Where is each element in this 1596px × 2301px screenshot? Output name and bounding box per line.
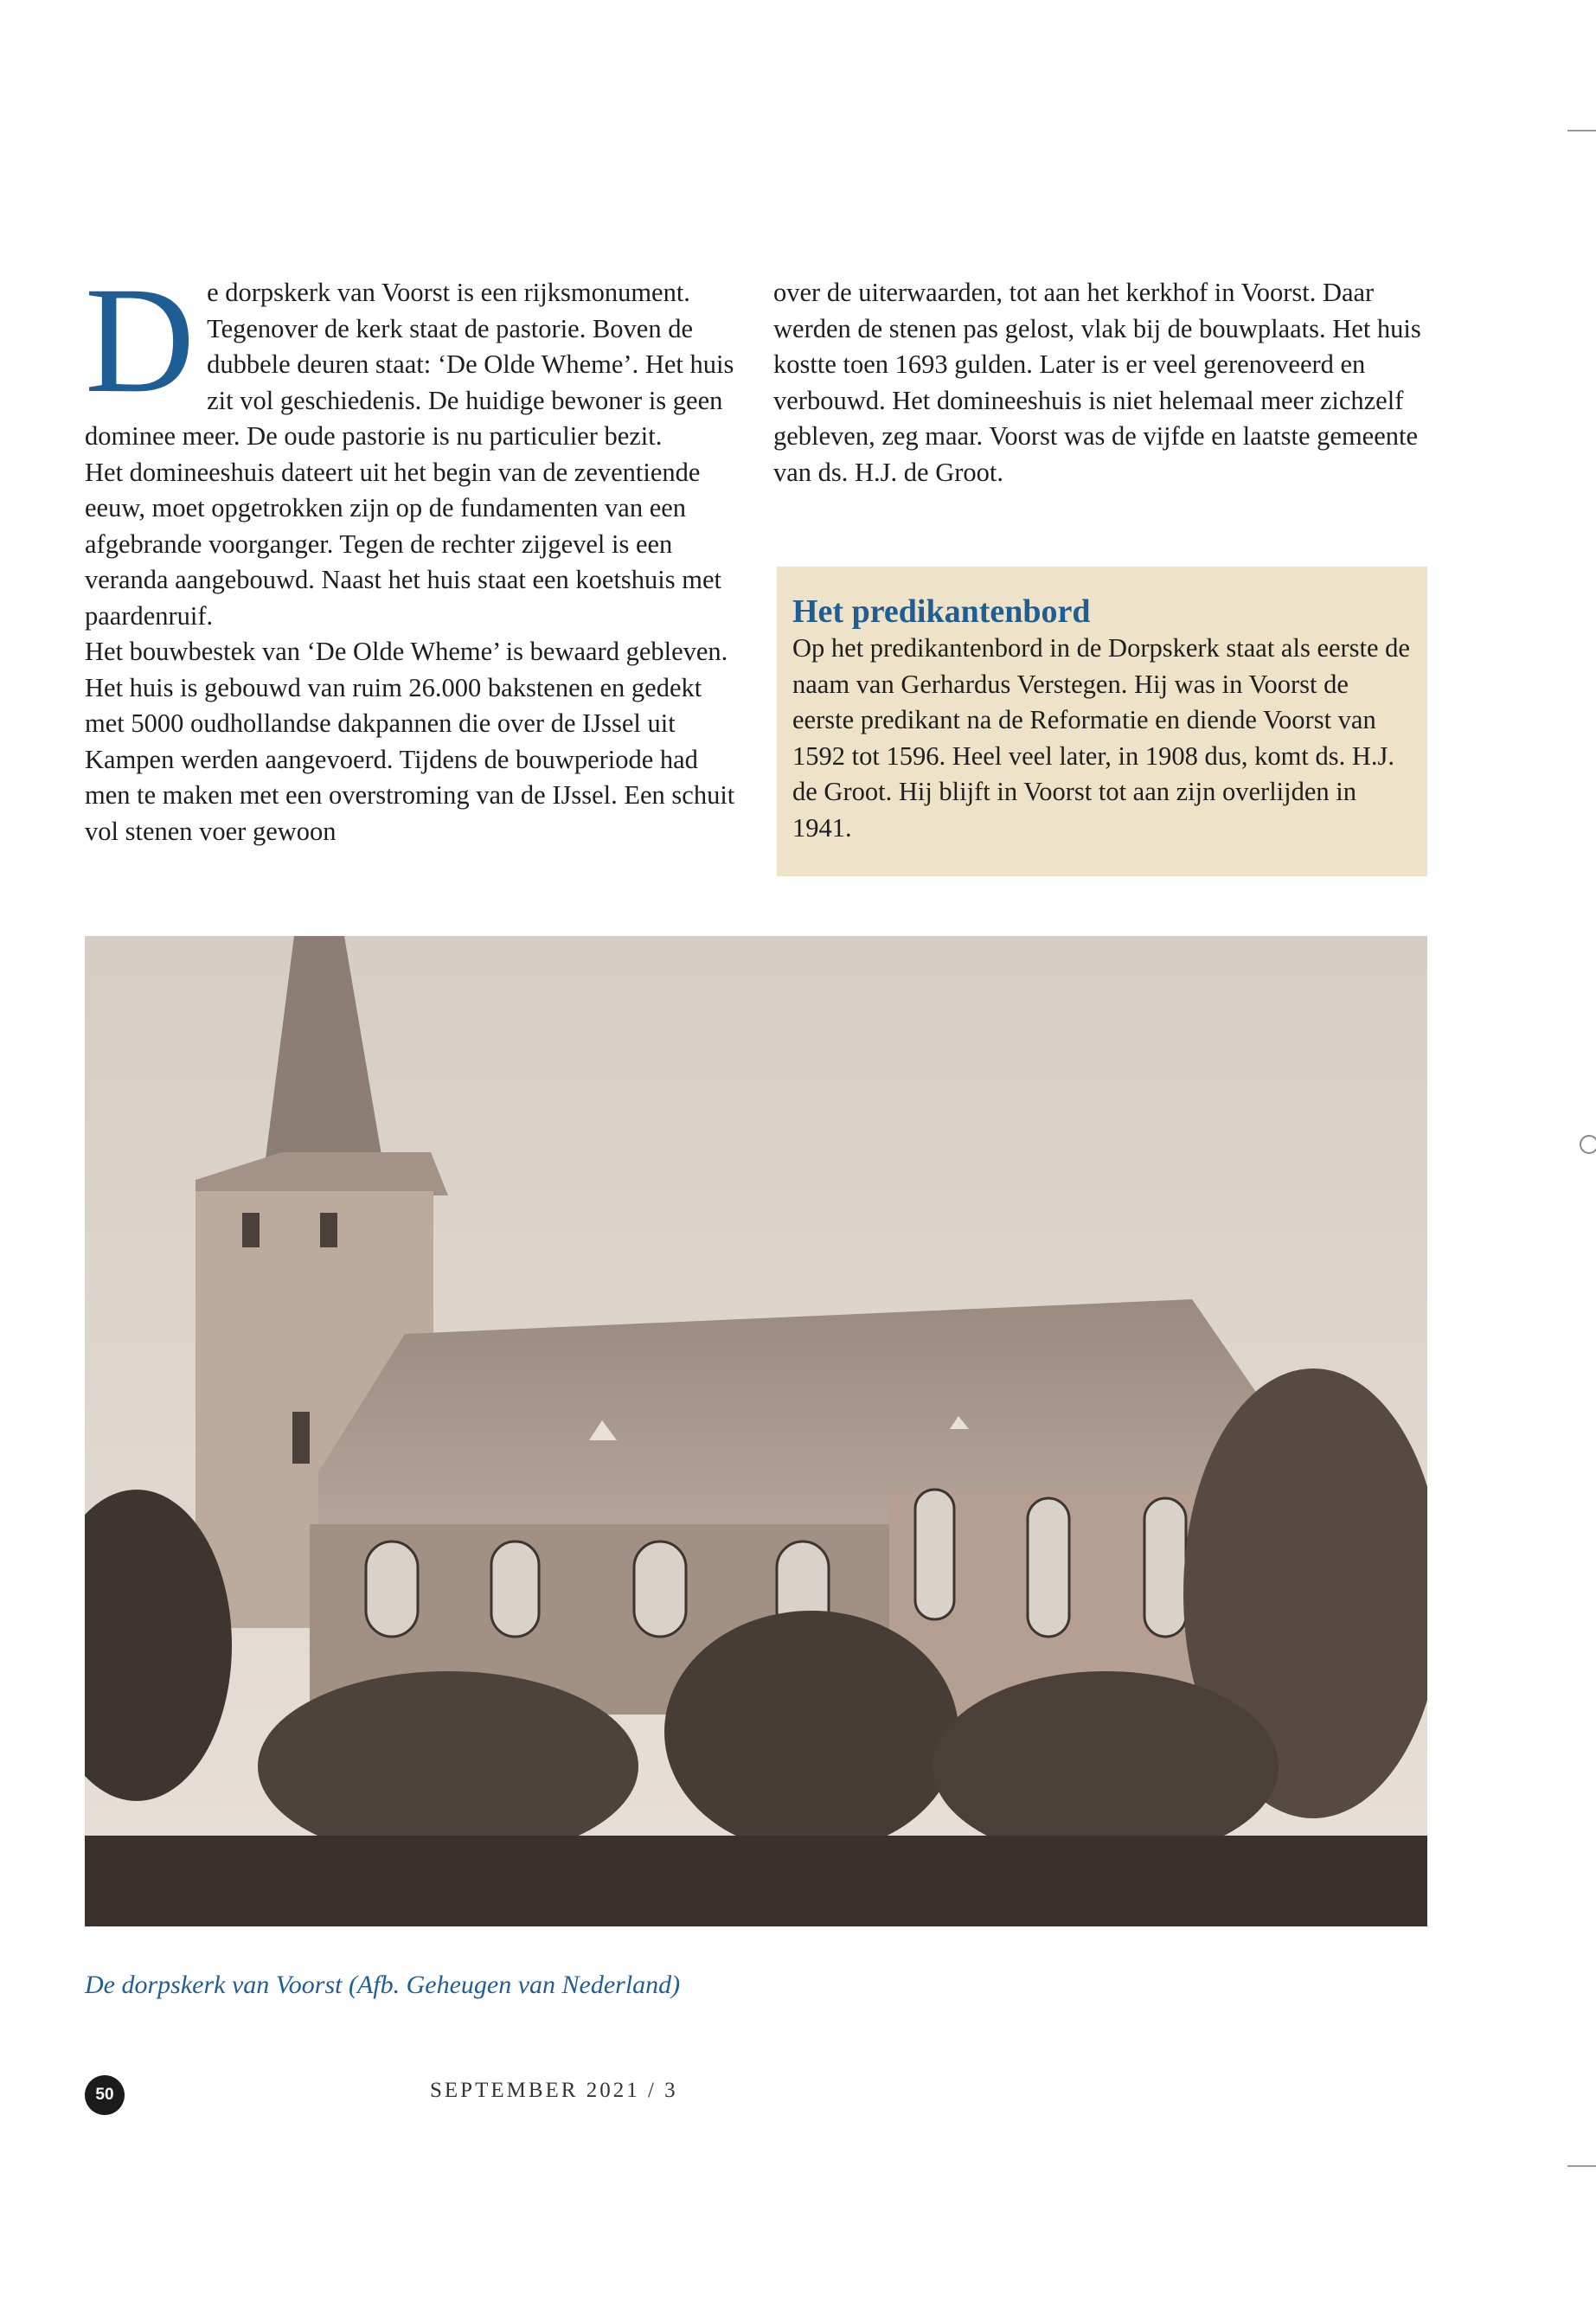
- sidebar-title: Het predikantenbord: [792, 593, 1091, 630]
- article-right-column: [773, 275, 1431, 490]
- article-paragraph: over de uiterwaarden, tot aan het kerkhof in Voorst. Daar werden de stenen pas gelost, vlak bij de bouwplaats. Het huis kostte toen 1693 gulden. Later is er veel gerenoveerd en verbouwd. Het domineeshuis is niet helemaal meer zichzelf gebleven, zeg maar. Voorst was de vijfde en laatste gemeente van ds. H.J. de Groot.: [773, 278, 1421, 487]
- drop-cap: D: [85, 256, 195, 425]
- issue-label: SEPTEMBER 2021 / 3: [430, 2079, 678, 2102]
- crop-mark-top: [1567, 130, 1596, 131]
- crop-mark-bottom: [1567, 2165, 1596, 2167]
- article-left-column: [85, 256, 742, 849]
- photo-caption: De dorpskerk van Voorst (Afb. Geheugen van Nederland): [85, 1971, 681, 1999]
- article-paragraph: Het domineeshuis dateert uit het begin van de zeventiende eeuw, moet opgetrokken zijn op de fundamenten van een afgebrande voorganger. Tegen de rechter zijgevel is een veranda aangebouwd. Naast het huis staat een koetshuis met paardenruif.: [85, 457, 722, 631]
- sidebar-text: Op het predikantenbord in de Dorpskerk staat als eerste de naam van Gerhardus Verstegen. Hij was in Voorst de eerste predikant na de Reformatie en diende Voorst van 1592 tot 1596. Heel veel later, in 1908 dus, komt ds. H.J. de Groot. Hij blijft in Voorst tot aan zijn overlijden in 1941.: [792, 633, 1410, 843]
- sidebar-box: [777, 567, 1427, 876]
- page-number: 50: [85, 2075, 125, 2115]
- article-paragraph: Het bouwbestek van ‘De Olde Wheme’ is bewaard gebleven. Het huis is gebouwd van ruim 26.000 bakstenen en gedekt met 5000 oudhollandse dakpannen die over de IJssel uit Kampen werden aangevoerd. Tijdens de bouwperiode had men te maken met een overstroming van de IJssel. Een schuit vol stenen voer gewoon: [85, 637, 735, 846]
- registration-mark-icon: [1580, 1135, 1596, 1154]
- article-paragraph: e dorpskerk van Voorst is een rijksmonument. Tegenover de kerk staat de pastorie. Boven de dubbele deuren staat: ‘De Olde Wheme’. Het huis zit vol geschiedenis. De huidige bewoner is geen dominee meer. De oude pastorie is nu particulier bezit.: [85, 278, 734, 451]
- church-photo: [85, 936, 1427, 1926]
